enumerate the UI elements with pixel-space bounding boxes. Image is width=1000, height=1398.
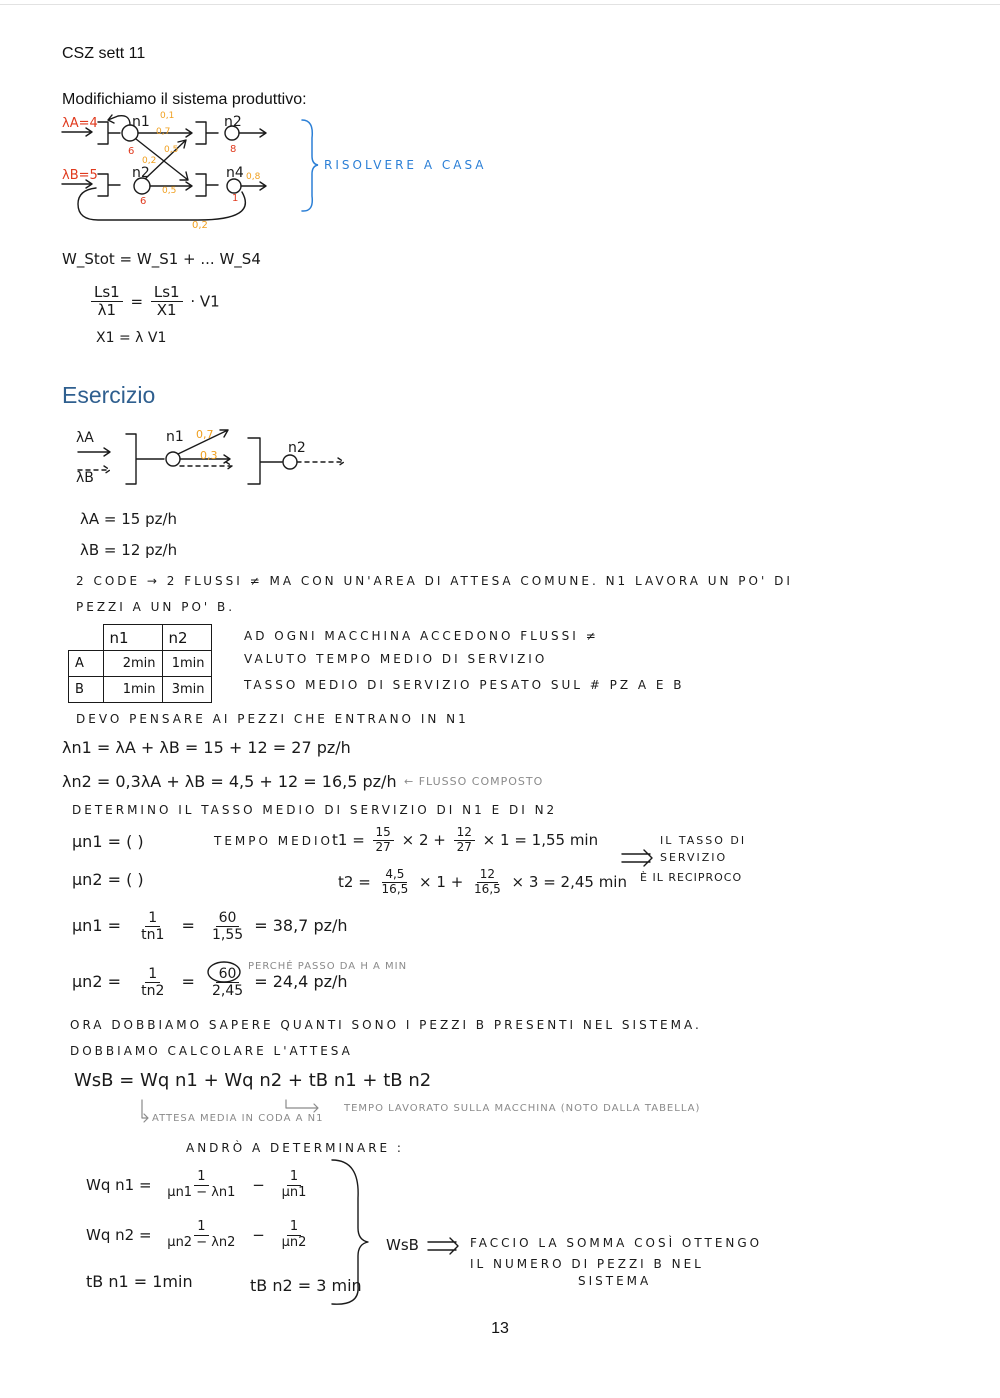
lambda-n2-formula: λn2 = 0,3λA + λB = 4,5 + 12 = 16,5 pz/h [62,772,397,791]
net1-machine-2: n2 [224,114,242,130]
side-note-2: SERVIZIO [660,851,728,864]
wq-n1-formula: Wq n1 = $\frac{1}{\mu n1 - \lambda n1}$ − $\frac{1}{\mu n1}$ [86,1169,307,1200]
net2-lambda-b: λB [76,470,94,486]
little-law-formula: $\frac{Ls1}{\lambda 1}$ = $\frac{Ls1}{X1}$ · V1 [88,284,220,320]
implies-arrow-icon [620,850,656,866]
x1-formula: X1 = λ V1 [96,330,167,346]
lambda-n2-note: ← FLUSSO COMPOSTO [404,775,544,788]
net2-machine-2: n2 [288,440,306,456]
net1-machine-1: n1 [132,114,150,130]
andro-line: ANDRÒ A DETERMINARE : [186,1141,404,1155]
net2-prob-07: 0,7 [196,428,214,441]
net1-prob-01: 0,1 [160,111,175,121]
result-line-3: SISTEMA [578,1274,652,1288]
t1-formula: t1 = $\frac{15}{27}$ × 2 + $\frac{12}{27}$ × 1 = 1,55 min [332,825,599,854]
table-row-label: A [69,651,104,677]
implies-arrow-2-icon [426,1238,462,1254]
table-note-2: VALUTO TEMPO MEDIO DI SERVIZIO [244,652,548,666]
table-corner [69,625,104,651]
net1-prob-05a: 0,5 [164,145,179,155]
tb-n2-value: tB n2 = 3 min [250,1276,362,1295]
net1-prob-08: 0,8 [246,172,261,182]
top-rule [0,4,1000,5]
page-number: 13 [491,1320,509,1337]
net1-prob-05b: 0,5 [162,186,177,196]
net2-machine-1: n1 [166,429,184,445]
think-line: DEVO PENSARE AI PEZZI CHE ENTRANO IN N1 [76,712,469,726]
net1-prob-02b: 0,2 [192,220,208,231]
text-line-2: PEZZI A UN PO' B. [76,600,236,614]
net1-brace [300,118,320,213]
table-row [69,651,212,677]
table-note-3: TASSO MEDIO DI SERVIZIO PESATO SUL # PZ A E B [244,678,685,692]
net1-machine-4: n4 [226,165,244,181]
final-brace [330,1158,370,1308]
t2-formula: t2 = $\frac{4,5}{16,5}$ × 1 + $\frac{12}{16,5}$ × 3 = 2,45 min [338,867,627,896]
wsb-formula: WsB = Wq n1 + Wq n2 + tB n1 + tB n2 [74,1070,432,1091]
net1-prob-07: 0,7 [156,127,171,137]
circle-mark [207,961,241,983]
table-cell: 1min [162,651,211,677]
wsb-note-left: ATTESA MEDIA IN CODA A N1 [152,1113,324,1124]
determine-line: DETERMINO IL TASSO MEDIO DI SERVIZIO DI N1 E DI N2 [72,803,558,817]
table-cell: 2min [103,651,162,677]
net1-lambda-a: λA=4 [62,116,98,131]
intro-heading: Modifichiamo il sistema produttivo: [62,91,307,108]
mu-n1-empty: μn1 = ( ) [72,832,144,851]
net1-lambda-b: λB=5 [62,168,98,183]
tb-n1-value: tB n1 = 1min [86,1272,193,1291]
net1-mu-1: 6 [128,146,135,157]
lambda-n1-formula: λn1 = λA + λB = 15 + 12 = 27 pz/h [62,738,351,757]
net1-note: RISOLVERE A CASA [324,158,487,172]
side-note-1: IL TASSO DI [660,834,747,847]
wstot-formula: W_Stot = W_S1 + ... W_S4 [62,250,261,268]
result-line-1: FACCIO LA SOMMA COSÌ OTTENGO [470,1236,763,1250]
table-cell: 3min [162,677,211,703]
net1-machine-3: n2 [132,165,150,181]
net2-lambda-a: λA [76,430,94,446]
lambda-b-value: λB = 12 pz/h [80,541,178,559]
service-time-table [68,624,212,703]
mu-n2-formula: μn2 = $\frac{1}{tn2}$ = $\frac{60}{2,45}$ = 24,4 pz/h [72,966,348,1000]
text2-line-2: DOBBIAMO CALCOLARE L'ATTESA [70,1044,353,1058]
net1-mu-4: 1 [232,193,239,204]
result-line-2: IL NUMERO DI PEZZI B NEL [470,1257,704,1271]
net2-prob-03: 0,3 [200,449,218,462]
lambda-a-value: λA = 15 pz/h [80,510,178,528]
table-cell: 1min [103,677,162,703]
mu-n2-empty: μn2 = ( ) [72,870,144,889]
wsb-note-right: TEMPO LAVORATO SULLA MACCHINA (NOTO DALLA TABELLA) [344,1103,701,1114]
text2-line-1: ORA DOBBIAMO SAPERE QUANTI SONO I PEZZI B PRESENTI NEL SISTEMA. [70,1018,702,1032]
network-1-drawing [58,112,338,232]
page-header: CSZ sett 11 [62,45,146,62]
table-row [69,677,212,703]
table-header-n1: n1 [103,625,162,651]
net1-mu-3: 6 [140,196,147,207]
net1-prob-02a: 0,2 [142,156,157,166]
wq-n2-formula: Wq n2 = $\frac{1}{\mu n2 - \lambda n2}$ − $\frac{1}{\mu n2}$ [86,1219,307,1250]
mu-n2-note: PERCHÉ PASSO DA H A MIN [248,961,408,972]
mu-n1-formula: μn1 = $\frac{1}{tn1}$ = $\frac{60}{1,55}$ = 38,7 pz/h [72,910,348,944]
wsb-label: WsB [386,1236,419,1254]
net1-mu-2: 8 [230,144,237,155]
side-note-3: È IL RECIPROCO [640,871,743,884]
table-note-1: AD OGNI MACCHINA ACCEDONO FLUSSI ≠ [244,629,599,643]
table-header-n2: n2 [162,625,211,651]
table-row-label: B [69,677,104,703]
text-line-1: 2 CODE → 2 FLUSSI ≠ MA CON UN'AREA DI ATTESA COMUNE. N1 LAVORA UN PO' DI [76,574,793,588]
table-header-row [69,625,212,651]
section-title: Esercizio [62,382,156,408]
tempo-medio-label: TEMPO MEDIO [214,834,333,848]
